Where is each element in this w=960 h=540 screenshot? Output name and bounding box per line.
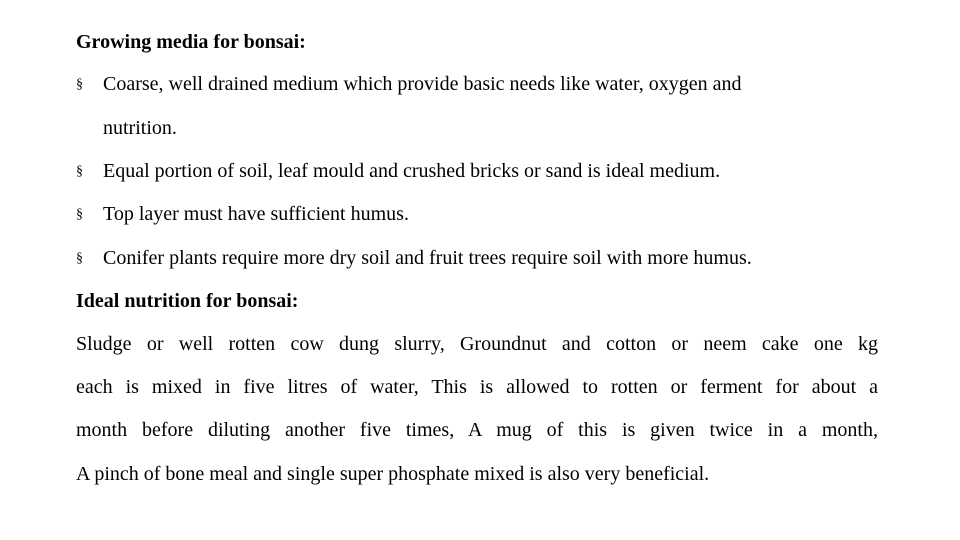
paragraph-line-1: Sludge or well rotten cow dung slurry, Groundnut and cotton or neem cake one kg (76, 333, 878, 355)
bullet-text: Top layer must have sufficient humus. (103, 203, 409, 225)
bullet-text: Equal portion of soil, leaf mould and crushed bricks or sand is ideal medium. (103, 160, 721, 182)
paragraph-line-3: month before diluting another five times, A mug of this is given twice in a month, (76, 419, 878, 441)
bullet-item-3 (76, 202, 409, 227)
bullet-item-2 (76, 159, 720, 184)
ideal-nutrition-heading: Ideal nutrition for bonsai: (76, 290, 299, 312)
bullet-item-4 (76, 246, 752, 271)
bullet-marker: § (76, 251, 83, 266)
bullet-text: Conifer plants require more dry soil and fruit trees require soil with more humus. (103, 247, 752, 269)
bullet-marker: § (76, 164, 83, 179)
paragraph-line-4: A pinch of bone meal and single super phosphate mixed is also very beneficial. (76, 463, 710, 485)
bullet-marker: § (76, 207, 83, 222)
bullet-item-1 (76, 72, 741, 97)
bullet-marker: § (76, 77, 83, 92)
paragraph-line-2: each is mixed in five litres of water, This is allowed to rotten or ferment for about a (76, 376, 878, 398)
bullet-item-1-continuation: nutrition. (103, 117, 177, 139)
growing-media-heading: Growing media for bonsai: (76, 31, 306, 53)
bullet-text: Coarse, well drained medium which provide basic needs like water, oxygen and (103, 73, 742, 95)
